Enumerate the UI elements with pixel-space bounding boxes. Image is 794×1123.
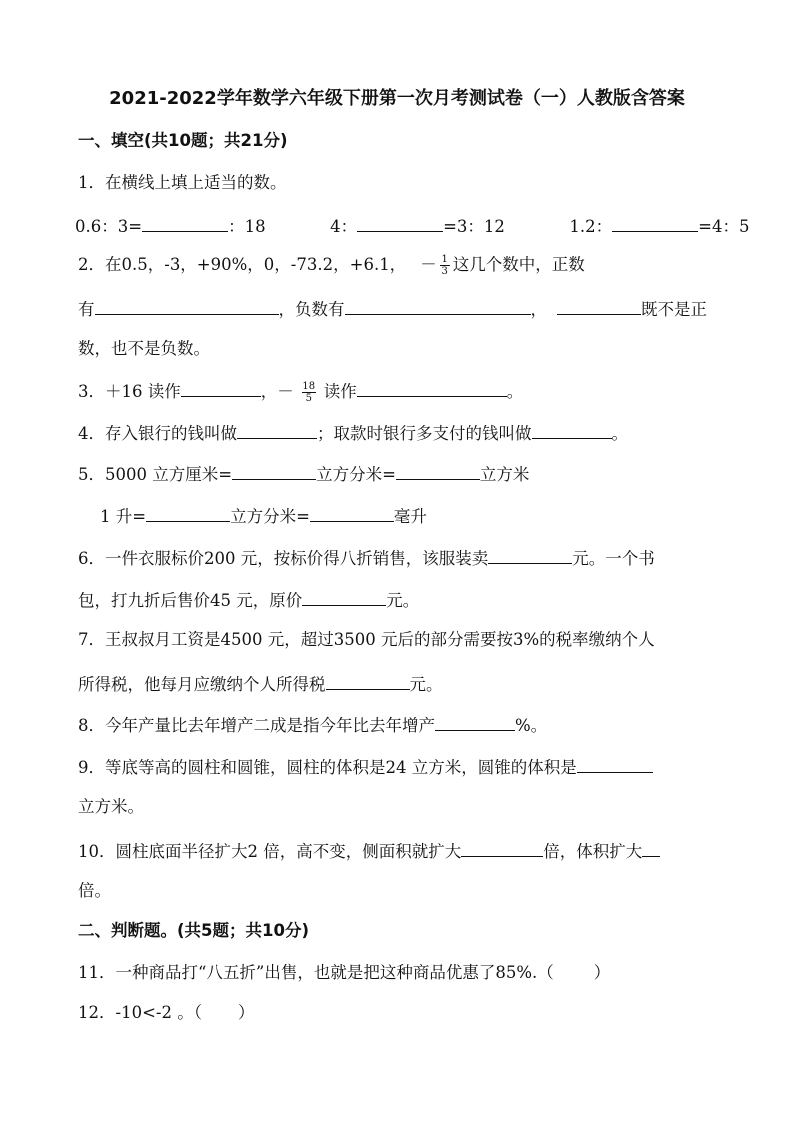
fraction-denominator: 3 bbox=[441, 266, 448, 277]
question-10-line-1 bbox=[78, 838, 660, 863]
q10-text-a: 10．圆柱底面半径扩大2 倍，高不变，侧面积就扩大 bbox=[78, 842, 462, 861]
q8-text-b: %。 bbox=[515, 716, 548, 735]
q3-text-mid: ，－ bbox=[260, 382, 294, 401]
question-4 bbox=[78, 420, 628, 445]
q2-comma: ， bbox=[530, 300, 547, 319]
answer-blank[interactable] bbox=[532, 420, 612, 439]
question-9-line-1 bbox=[78, 754, 653, 779]
answer-blank[interactable] bbox=[310, 503, 394, 522]
answer-blank[interactable] bbox=[642, 838, 660, 857]
answer-blank[interactable] bbox=[557, 296, 641, 315]
question-1-items bbox=[75, 213, 749, 238]
answer-blank[interactable] bbox=[396, 461, 480, 480]
question-7-line-1: 7．王叔叔月工资是4500 元，超过3500 元后的部分需要按3%的税率缴纳个人 bbox=[78, 630, 655, 649]
fraction-eighteen-fifths bbox=[302, 381, 316, 404]
question-6-line-1 bbox=[78, 545, 655, 570]
q5-text-a: 5．5000 立方厘米= bbox=[78, 465, 233, 484]
q1-b-left: 4： bbox=[330, 217, 358, 236]
answer-blank[interactable] bbox=[95, 296, 279, 315]
answer-blank[interactable] bbox=[181, 378, 261, 397]
question-10-line-2: 倍。 bbox=[78, 881, 111, 900]
question-11 bbox=[78, 962, 610, 984]
q7-text-b: 所得税，他每月应缴纳个人所得税 bbox=[78, 675, 326, 694]
q2-text-tail: 这几个数中，正数 bbox=[452, 255, 585, 274]
fraction-one-third bbox=[440, 254, 450, 277]
question-2-line-1 bbox=[78, 254, 585, 277]
q2-negative-label: ，负数有 bbox=[278, 300, 345, 319]
answer-blank[interactable] bbox=[326, 671, 410, 690]
q3-end: 。 bbox=[506, 382, 524, 401]
page-title: 2021-2022学年数学六年级下册第一次月考测试卷（一）人教版含答案 bbox=[109, 88, 685, 109]
q1-c-right: =4：5 bbox=[698, 217, 750, 236]
question-7-line-2 bbox=[78, 671, 443, 696]
question-9-line-2: 立方米。 bbox=[78, 797, 144, 816]
q12-text-a: 12．-10<-2 。（ bbox=[78, 1003, 202, 1022]
question-5-line-1 bbox=[78, 461, 529, 486]
question-5-line-2 bbox=[100, 503, 427, 528]
q6-text-d: 元。 bbox=[386, 591, 420, 610]
q6-text-c: 包，打九折后售价45 元，原价 bbox=[78, 591, 303, 610]
q2-positive-label: 有 bbox=[78, 300, 95, 319]
q7-text-c: 元。 bbox=[409, 675, 443, 694]
answer-blank[interactable] bbox=[302, 587, 386, 606]
q4-text-b: ；取款时银行多支付的钱叫做 bbox=[317, 424, 532, 443]
answer-blank[interactable] bbox=[461, 838, 543, 857]
question-12 bbox=[78, 1002, 254, 1024]
answer-blank[interactable] bbox=[435, 712, 515, 731]
q3-text-a: 3．＋16 读作 bbox=[78, 382, 181, 401]
q5-text-c: 立方米 bbox=[479, 465, 530, 484]
q5-text-b: 立方分米= bbox=[316, 465, 396, 484]
answer-blank[interactable] bbox=[142, 213, 228, 232]
answer-blank[interactable] bbox=[146, 503, 230, 522]
section-true-false-heading: 二、判断题。(共5题；共10分) bbox=[78, 921, 310, 940]
answer-blank[interactable] bbox=[488, 545, 572, 564]
fraction-numerator: 18 bbox=[302, 381, 316, 392]
q11-text-a: 11．一种商品打“八五折”出售，也就是把这种商品优惠了85%.（ bbox=[78, 963, 554, 982]
answer-blank[interactable] bbox=[357, 213, 443, 232]
minus-sign: － bbox=[420, 255, 437, 274]
q2-text: 2．在0.5，-3，+90%，0，-73.2，+6.1， bbox=[78, 255, 407, 274]
question-2-line-3: 数，也不是负数。 bbox=[78, 339, 210, 358]
question-3 bbox=[78, 378, 523, 404]
q4-text-a: 4．存入银行的钱叫做 bbox=[78, 424, 237, 443]
fraction-numerator: 1 bbox=[441, 254, 448, 265]
answer-blank[interactable] bbox=[357, 378, 507, 397]
question-2-line-2 bbox=[78, 296, 707, 321]
q5-text-e: 立方分米= bbox=[230, 507, 310, 526]
q5-text-d: 1 升= bbox=[100, 507, 147, 526]
q4-end: 。 bbox=[611, 424, 628, 443]
q12-text-b: ） bbox=[237, 1003, 255, 1022]
answer-blank[interactable] bbox=[612, 213, 698, 232]
answer-blank[interactable] bbox=[232, 461, 316, 480]
q10-text-b: 倍，体积扩大 bbox=[543, 842, 643, 861]
q1-a-right: ：18 bbox=[228, 217, 266, 236]
q2-neither-label: 既不是正 bbox=[641, 300, 707, 319]
answer-blank[interactable] bbox=[577, 754, 653, 773]
q6-text-b: 元。一个书 bbox=[572, 549, 655, 568]
question-6-line-2 bbox=[78, 587, 419, 612]
q11-text-b: ） bbox=[593, 963, 611, 982]
q1-c-left: 1.2： bbox=[569, 217, 613, 236]
question-1-prompt: 1．在横线上填上适当的数。 bbox=[78, 173, 287, 192]
q9-text-a: 9．等底等高的圆柱和圆锥，圆柱的体积是24 立方米，圆锥的体积是 bbox=[78, 758, 577, 777]
q5-text-f: 毫升 bbox=[393, 507, 427, 526]
q1-a-left: 0.6：3= bbox=[75, 217, 143, 236]
fraction-denominator: 5 bbox=[305, 393, 312, 404]
question-8 bbox=[78, 712, 547, 737]
q8-text-a: 8．今年产量比去年增产二成是指今年比去年增产 bbox=[78, 716, 435, 735]
q6-text-a: 6．一件衣服标价200 元，按标价得八折销售，该服装卖 bbox=[78, 549, 489, 568]
answer-blank[interactable] bbox=[345, 296, 531, 315]
section-fill-in-heading: 一、填空(共10题；共21分) bbox=[78, 131, 288, 150]
q1-b-right: =3：12 bbox=[443, 217, 505, 236]
q3-text-b: 读作 bbox=[323, 382, 357, 401]
answer-blank[interactable] bbox=[237, 420, 317, 439]
